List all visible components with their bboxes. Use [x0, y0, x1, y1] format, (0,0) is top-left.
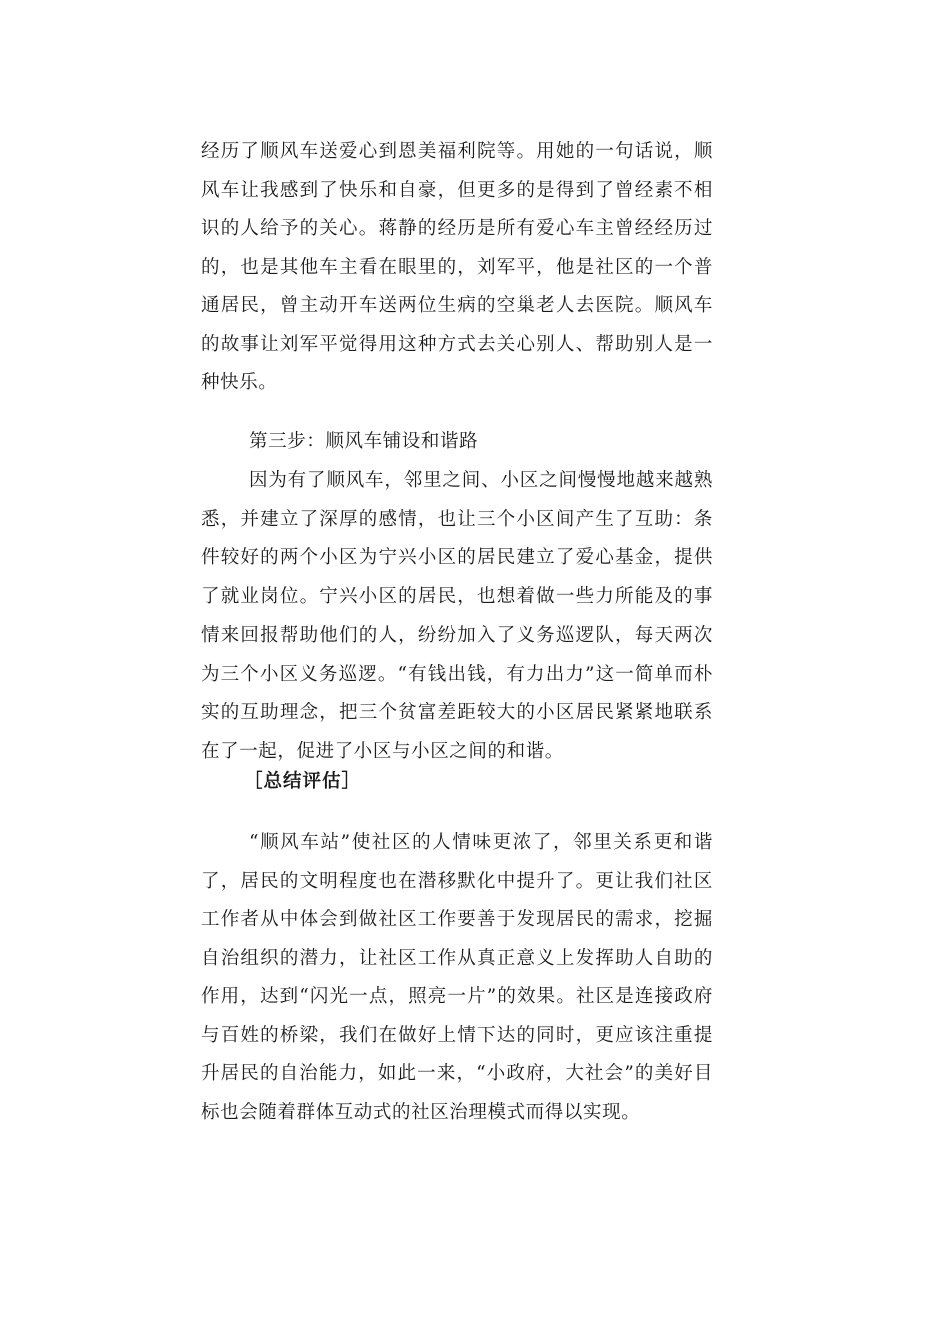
paragraph-mutual-aid: 因为有了顺风车，邻里之间、小区之间慢慢地越来越熟悉，并建立了深厚的感情，也让三个小区间产生了互助：条件较好的两个小区为宁兴小区的居民建立了爱心基金，提供了就业岗位。宁兴小区的居民，也想着做一些力所能及的事情来回报帮助他们的人，纷纷加入了义务巡逻队，每天两次为三个小区义务巡逻。“有钱出钱，有力出力”这一简单而朴实的互助理念，把三个贫富差距较大的小区居民紧紧地联系在了一起，促进了小区与小区之间的和谐。: [201, 470, 713, 762]
section-heading-step-three: 第三步：顺风车铺设和谐路: [249, 431, 479, 452]
section-heading-summary: ［总结评估］: [244, 771, 362, 792]
paragraph-summary: “顺风车站”使社区的人情味更浓了，邻里关系更和谐了，居民的文明程度也在潜移默化中提升了。更让我们社区工作者从中体会到做社区工作要善于发现居民的需求，挖掘自治组织的潜力，让社区工作从真正意义上发挥助人自助的作用，达到“闪光一点，照亮一片”的效果。社区是连接政府与百姓的桥梁，我们在做好上情下达的同时，更应该注重提升居民的自治能力，如此一来，“小政府，大社会”的美好目标也会随着群体互动式的社区治理模式而得以实现。: [201, 832, 713, 1123]
paragraph-story-continuation: 经历了顺风车送爱心到恩美福利院等。用她的一句话说，顺风车让我感到了快乐和自豪，但更多的是得到了曾经素不相识的人给予的关心。蒋静的经历是所有爱心车主曾经经历过的，也是其他车主看在眼里的，刘军平，他是社区的一个普通居民，曾主动开车送两位生病的空巢老人去医院。顺风车的故事让刘军平觉得用这种方式去关心别人、帮助别人是一种快乐。: [201, 141, 713, 393]
